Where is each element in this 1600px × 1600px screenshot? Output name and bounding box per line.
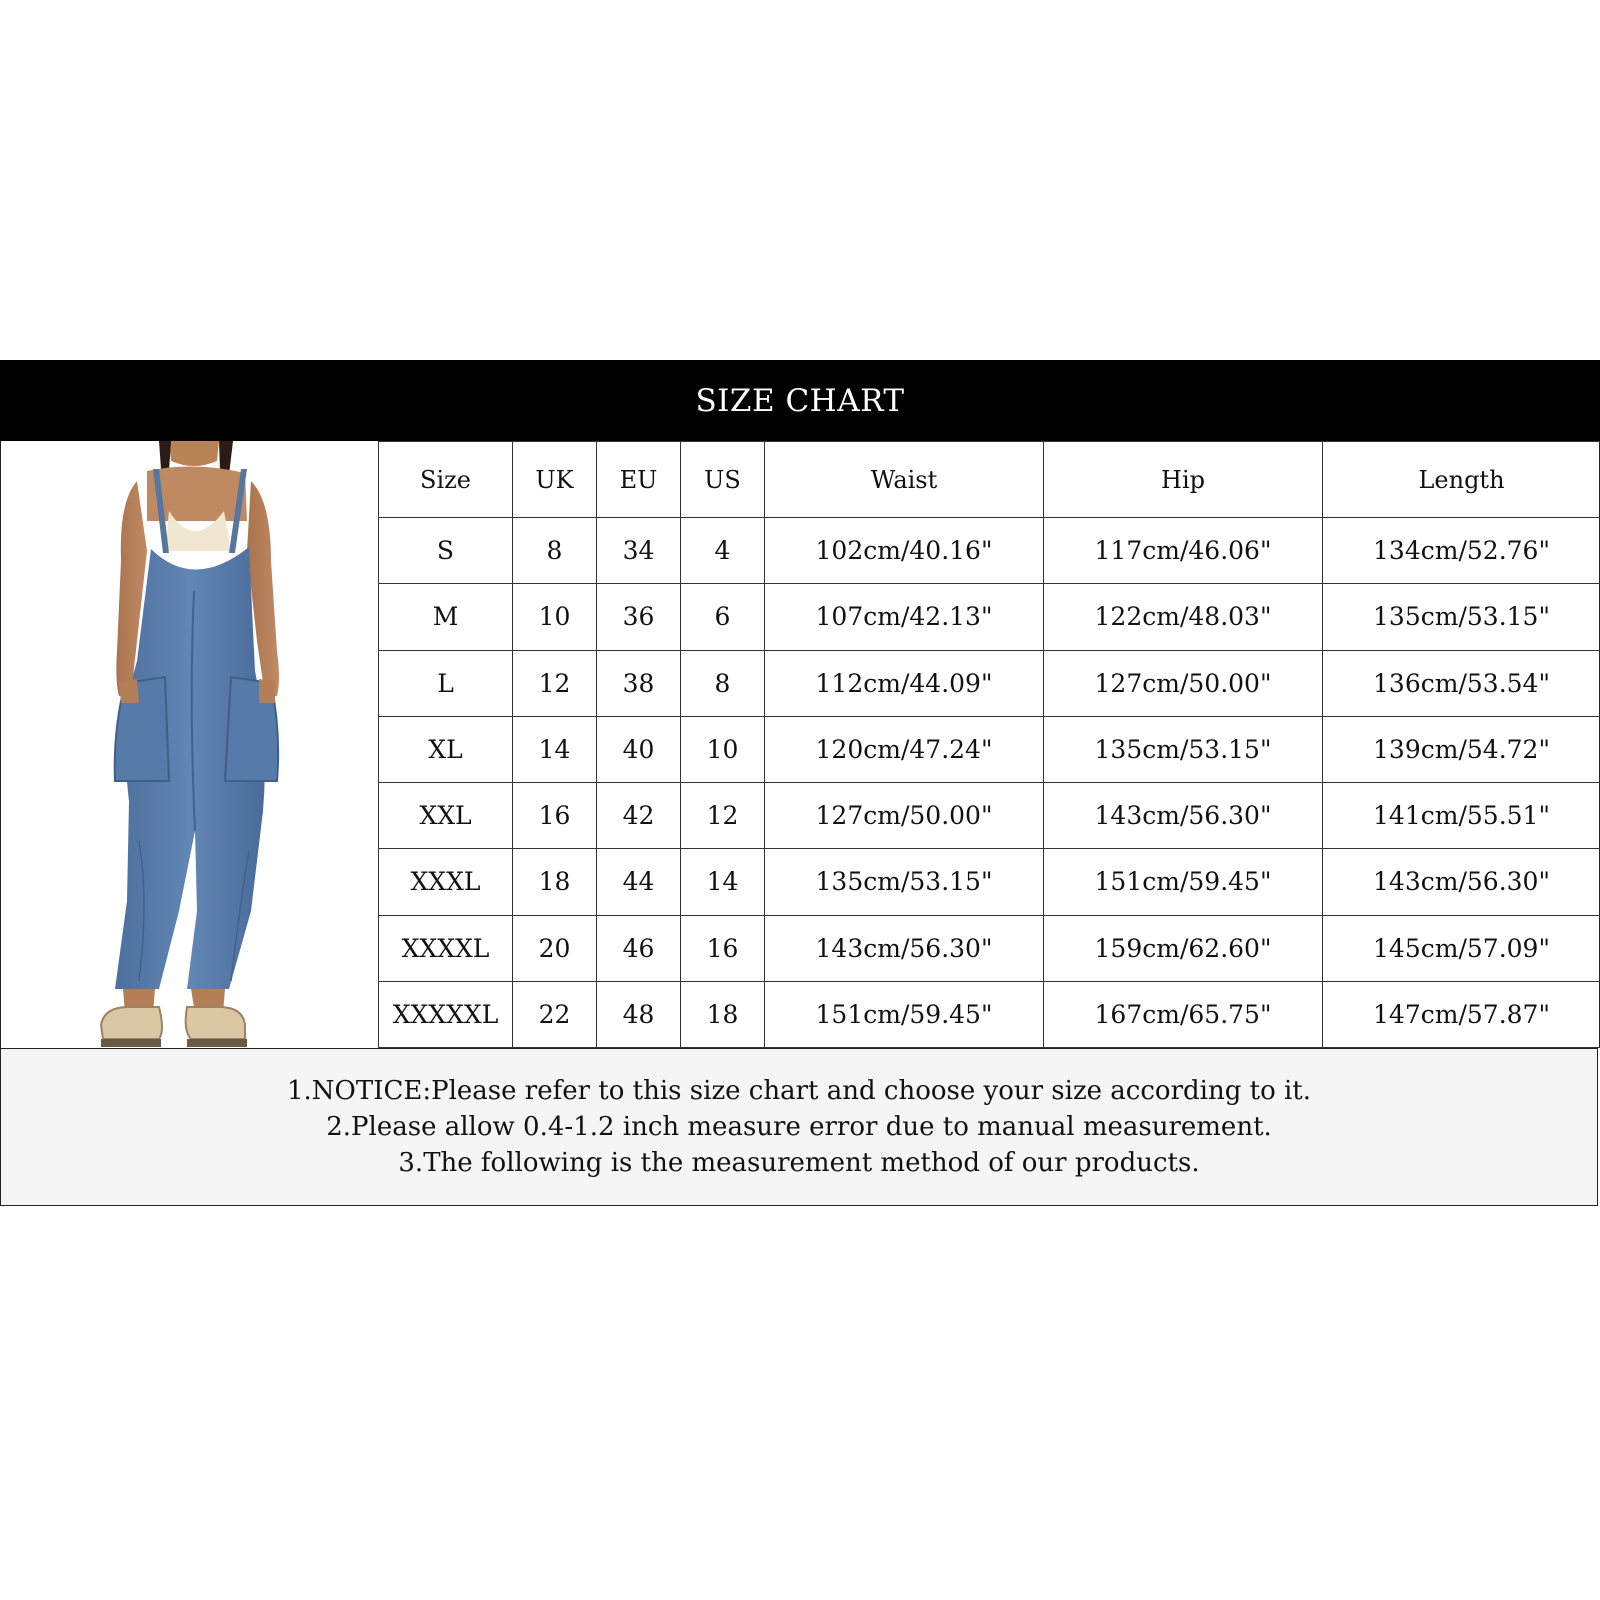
cell-length: 134cm/52.76": [1323, 518, 1600, 584]
cell-us: 16: [681, 915, 765, 981]
cell-hip: 135cm/53.15": [1044, 716, 1323, 782]
cell-eu: 40: [597, 716, 681, 782]
cell-length: 147cm/57.87": [1323, 981, 1600, 1047]
header-uk: UK: [513, 442, 597, 518]
cell-eu: 36: [597, 584, 681, 650]
table-row: [379, 584, 1600, 650]
jumpsuit-model-illustration: [19, 441, 361, 1048]
cell-uk: 10: [513, 584, 597, 650]
cell-waist: 107cm/42.13": [765, 584, 1044, 650]
cell-us: 12: [681, 783, 765, 849]
cell-waist: 151cm/59.45": [765, 981, 1044, 1047]
cell-waist: 120cm/47.24": [765, 716, 1044, 782]
cell-size: S: [379, 518, 513, 584]
note-line: 2.Please allow 0.4-1.2 inch measure error due to manual measurement.: [326, 1112, 1272, 1142]
cell-size: XXXXXL: [379, 981, 513, 1047]
cell-length: 143cm/56.30": [1323, 849, 1600, 915]
cell-length: 136cm/53.54": [1323, 650, 1600, 716]
cell-eu: 44: [597, 849, 681, 915]
cell-eu: 42: [597, 783, 681, 849]
notes-panel: [0, 1048, 1598, 1206]
size-table: [378, 441, 1600, 1048]
cell-size: XXL: [379, 783, 513, 849]
cell-uk: 12: [513, 650, 597, 716]
cell-uk: 20: [513, 915, 597, 981]
cell-hip: 143cm/56.30": [1044, 783, 1323, 849]
cell-us: 6: [681, 584, 765, 650]
cell-eu: 48: [597, 981, 681, 1047]
cell-size: XL: [379, 716, 513, 782]
cell-hip: 167cm/65.75": [1044, 981, 1323, 1047]
cell-hip: 127cm/50.00": [1044, 650, 1323, 716]
cell-uk: 14: [513, 716, 597, 782]
header-us: US: [681, 442, 765, 518]
cell-waist: 127cm/50.00": [765, 783, 1044, 849]
cell-waist: 112cm/44.09": [765, 650, 1044, 716]
cell-length: 141cm/55.51": [1323, 783, 1600, 849]
cell-us: 4: [681, 518, 765, 584]
table-row: [379, 849, 1600, 915]
header-waist: Waist: [765, 442, 1044, 518]
header-size: Size: [379, 442, 513, 518]
cell-uk: 8: [513, 518, 597, 584]
note-line: 1.NOTICE:Please refer to this size chart and choose your size according to it.: [286, 1076, 1312, 1106]
cell-waist: 135cm/53.15": [765, 849, 1044, 915]
cell-eu: 46: [597, 915, 681, 981]
cell-length: 139cm/54.72": [1323, 716, 1600, 782]
cell-uk: 16: [513, 783, 597, 849]
cell-size: M: [379, 584, 513, 650]
product-photo: [19, 441, 361, 1048]
cell-size: XXXL: [379, 849, 513, 915]
cell-waist: 102cm/40.16": [765, 518, 1044, 584]
cell-length: 145cm/57.09": [1323, 915, 1600, 981]
cell-length: 135cm/53.15": [1323, 584, 1600, 650]
table-row: [379, 716, 1600, 782]
cell-size: L: [379, 650, 513, 716]
size-chart-title: SIZE CHART: [0, 360, 1600, 441]
cell-us: 8: [681, 650, 765, 716]
cell-us: 14: [681, 849, 765, 915]
cell-hip: 151cm/59.45": [1044, 849, 1323, 915]
table-row: [379, 915, 1600, 981]
cell-size: XXXXL: [379, 915, 513, 981]
cell-uk: 22: [513, 981, 597, 1047]
chart-content: [0, 441, 1600, 1048]
table-row: [379, 650, 1600, 716]
table-row: [379, 783, 1600, 849]
table-row: [379, 981, 1600, 1047]
cell-eu: 38: [597, 650, 681, 716]
cell-hip: 159cm/62.60": [1044, 915, 1323, 981]
header-eu: EU: [597, 442, 681, 518]
cell-us: 10: [681, 716, 765, 782]
table-header-row: [379, 442, 1600, 518]
cell-us: 18: [681, 981, 765, 1047]
header-length: Length: [1323, 442, 1600, 518]
header-hip: Hip: [1044, 442, 1323, 518]
cell-hip: 122cm/48.03": [1044, 584, 1323, 650]
cell-waist: 143cm/56.30": [765, 915, 1044, 981]
size-chart: [0, 360, 1600, 1208]
table-row: [379, 518, 1600, 584]
note-line: 3.The following is the measurement method of our products.: [398, 1148, 1200, 1178]
cell-hip: 117cm/46.06": [1044, 518, 1323, 584]
cell-eu: 34: [597, 518, 681, 584]
cell-uk: 18: [513, 849, 597, 915]
